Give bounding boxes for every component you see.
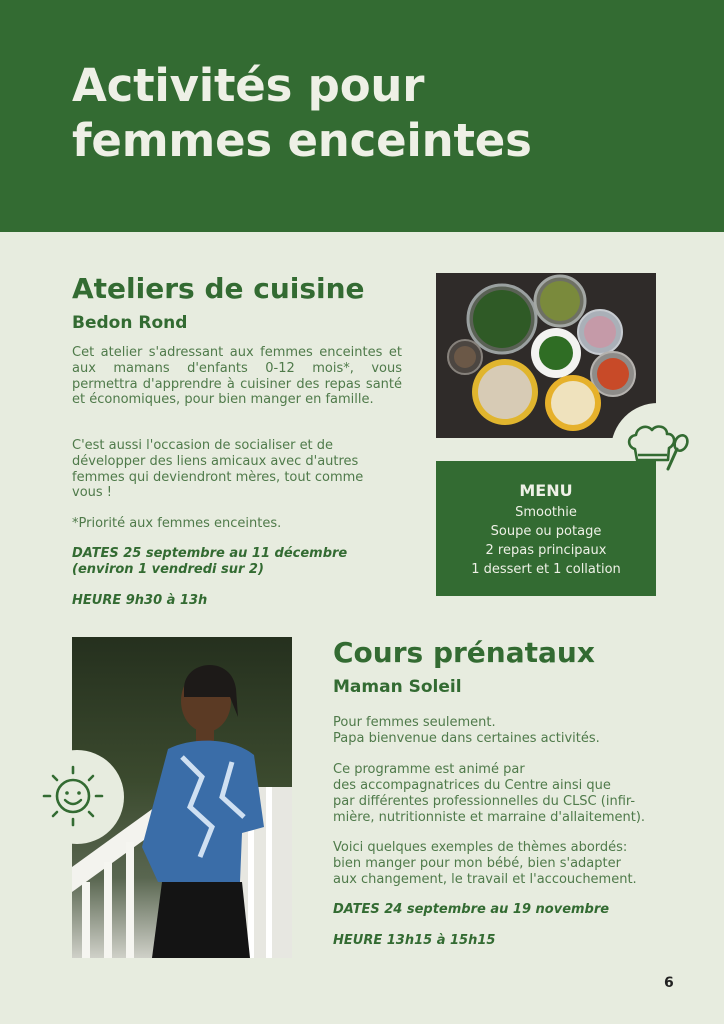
prenatal-hours: HEURE 13h15 à 15h15 — [333, 933, 496, 948]
prenatal-themes-line: Voici quelques exemples de thèmes abordés: — [333, 840, 628, 855]
menu-title: MENU — [519, 481, 573, 500]
prenatal-title: Cours prénataux — [333, 636, 595, 669]
cuisine-social-text: C'est aussi l'occasion de socialiser et de développer des liens amicaux avec d'autres femmes qui deviendront mères, tout comme vous ! — [72, 438, 364, 501]
menu-item: 2 repas principaux — [485, 543, 607, 558]
menu-box — [436, 461, 656, 596]
cuisine-description: Cet atelier s'adressant aux femmes enceintes et aux mamans d'enfants 0-12 mois*, vous permettra d'apprendre à cuisiner des repas santé et économiques, pour bien manger en famille. — [72, 345, 402, 408]
cuisine-title: Ateliers de cuisine — [72, 272, 365, 305]
prenatal-program-line: mière, nutritionniste et marraine d'allaitement). — [333, 810, 646, 825]
menu-item: 1 dessert et 1 collation — [471, 562, 621, 577]
page-title: Activités pour femmes enceintes — [72, 59, 532, 167]
prenatal-program-line: Ce programme est animé par — [333, 762, 525, 777]
sun-icon-badge — [30, 750, 124, 844]
smiling-sun-icon — [30, 750, 124, 844]
cuisine-hours: HEURE 9h30 à 13h — [72, 593, 208, 608]
page-number: 6 — [664, 975, 674, 991]
cuisine-dates-frequency: (environ 1 vendredi sur 2) — [72, 562, 264, 577]
prenatal-themes-line: aux changement, le travail et l'accouchement. — [333, 872, 637, 887]
prenatal-subtitle: Maman Soleil — [333, 677, 462, 697]
cuisine-priority-note: *Priorité aux femmes enceintes. — [72, 516, 282, 531]
prenatal-program-line: des accompagnatrices du Centre ainsi que — [333, 778, 611, 793]
prenatal-audience-line: Papa bienvenue dans certaines activités. — [333, 731, 600, 746]
cuisine-dates: DATES 25 septembre au 11 décembre — [72, 546, 348, 561]
prenatal-program-line: par différentes professionnelles du CLSC (infir- — [333, 794, 636, 809]
page-header — [0, 0, 724, 232]
cuisine-subtitle: Bedon Rond — [72, 313, 188, 333]
menu-item: Smoothie — [515, 505, 577, 520]
menu-item: Soupe ou potage — [490, 524, 602, 539]
prenatal-audience-line: Pour femmes seulement. — [333, 715, 496, 730]
prenatal-dates: DATES 24 septembre au 19 novembre — [333, 902, 610, 917]
prenatal-themes-line: bien manger pour mon bébé, bien s'adapter — [333, 856, 621, 871]
